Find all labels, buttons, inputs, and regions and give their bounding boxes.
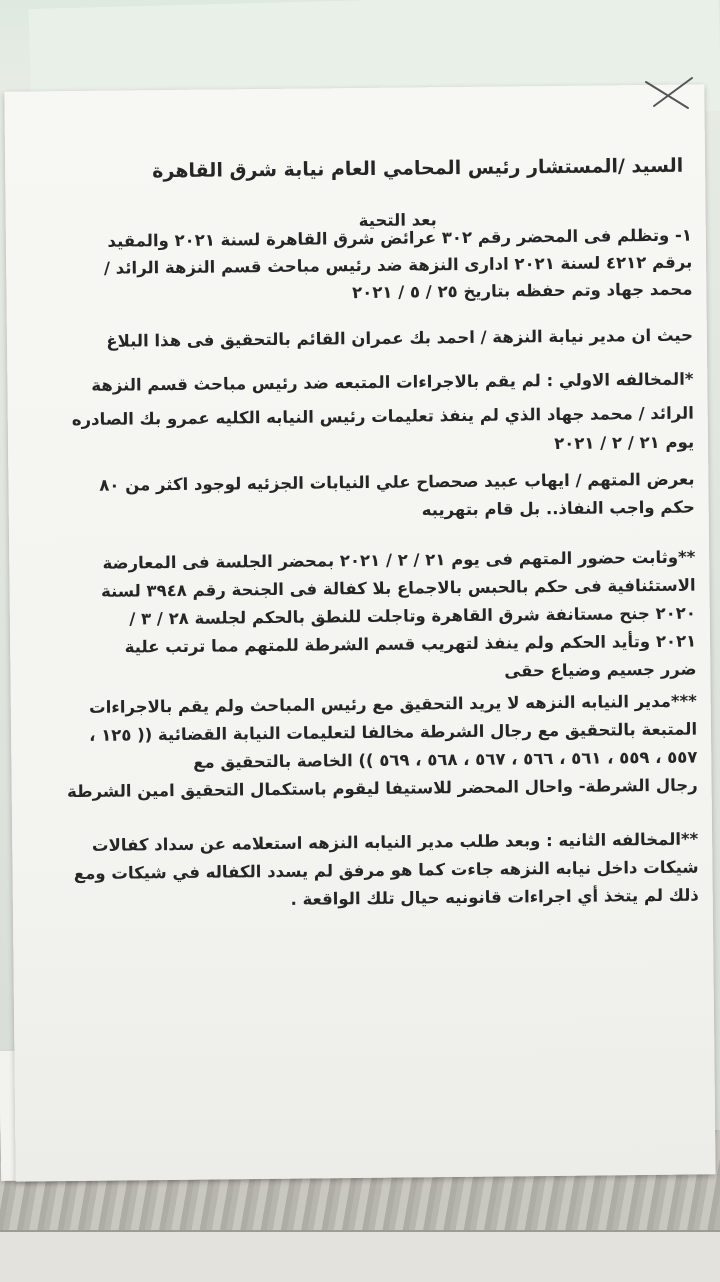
violation-line: بعرض المتهم / ايهاب عبيد صحصاح علي النيابات الجزئيه لوجود اكثر من ٨٠ (99, 469, 695, 495)
paragraph-line: **وثابت حضور المتهم فى يوم ٢١ / ٢ / ٢٠٢١ بمحضر الجلسة فى المعارضة (102, 547, 696, 573)
paragraph-line: المتبعة بالتحقيق مع رجال الشرطة مخالفا لتعليمات النيابة القضائية (( ١٢٥ ، (89, 719, 698, 745)
paragraph-line: حيث ان مدير نيابة النزهة / احمد بك عمران القائم بالتحقيق فى هذا البلاغ (106, 325, 694, 351)
paragraph-line: ٢٠٢٠ جنح مستانفة شرق القاهرة وتاجلت للنطق بالحكم لجلسة ٢٨ / ٣ / (129, 603, 696, 629)
violation-line: يوم ٢١ / ٢ / ٢٠٢١ (554, 432, 695, 454)
violation-line: ذلك لم يتخذ أي اجراءات قانونيه حيال تلك الواقعة . (290, 885, 699, 909)
violation-line: **المخالفه الثانيه : وبعد طلب مدير النيابه النزهه استعلامه عن سداد كفالات (91, 829, 699, 855)
paragraph-line: ٥٥٧ ، ٥٥٩ ، ٥٦١ ، ٥٦٦ ، ٥٦٧ ، ٥٦٨ ، ٥٦٩ )) الخاصة بالتحقيق مع (193, 747, 698, 772)
document-text (36, 147, 699, 914)
violation-line: شيكات داخل نيابه النزهه جاءت كما هو مرفق لم يسدد الكفاله في شيكات ومع (73, 857, 699, 884)
paragraph-line: محمد جهاد وتم حفظه بتاريخ ٢٥ / ٥ / ٢٠٢١ (352, 279, 693, 303)
background-tile (0, 1230, 720, 1282)
paragraph-line: الاستئنافية فى حكم بالحبس بالاجماع بلا كفالة فى الجنحة رقم ٣٩٤٨ لسنة (100, 575, 696, 601)
violation-line: *المخالفه الاولي : لم يقم بالاجراءات المتبعه ضد رئيس مباحث قسم النزهة (91, 369, 694, 395)
salutation-line: السيد /المستشار رئيس المحامي العام نيابة شرق القاهرة (152, 154, 684, 183)
paragraph-line: ***مدير النيابه النزهه لا يريد التحقيق مع رئيس المباحث ولم يقم بالاجراءات (88, 691, 697, 717)
paragraph-line: برقم ٤٢١٢ لسنة ٢٠٢١ ادارى النزهة ضد رئيس مباحث قسم النزهة الرائد / (103, 252, 693, 278)
violation-line: الرائد / محمد جهاد الذي لم ينفذ تعليمات رئيس النيابه الكليه عمرو بك الصادره (71, 403, 694, 430)
violation-line: حكم واجب النفاذ.. بل قام بتهريبه (421, 497, 695, 520)
paragraph-line: رجال الشرطة- واحال المحضر للاستيفا ليقوم باستكمال التحقيق امين الشرطة (66, 775, 698, 802)
paragraph-line: ضرر جسيم وضياع حقى (504, 659, 697, 681)
greeting-line: بعد التحية (358, 210, 437, 231)
paragraph-line: ٢٠٢١ وتأيد الحكم ولم ينفذ لتهريب قسم الشرطة للمتهم مما ترتب علية (124, 631, 697, 657)
pen-mark (644, 76, 694, 110)
paragraph-line: ١- وتظلم فى المحضر رقم ٣٠٢ عرائض شرق القاهرة لسنة ٢٠٢١ والمقيد (107, 225, 693, 251)
